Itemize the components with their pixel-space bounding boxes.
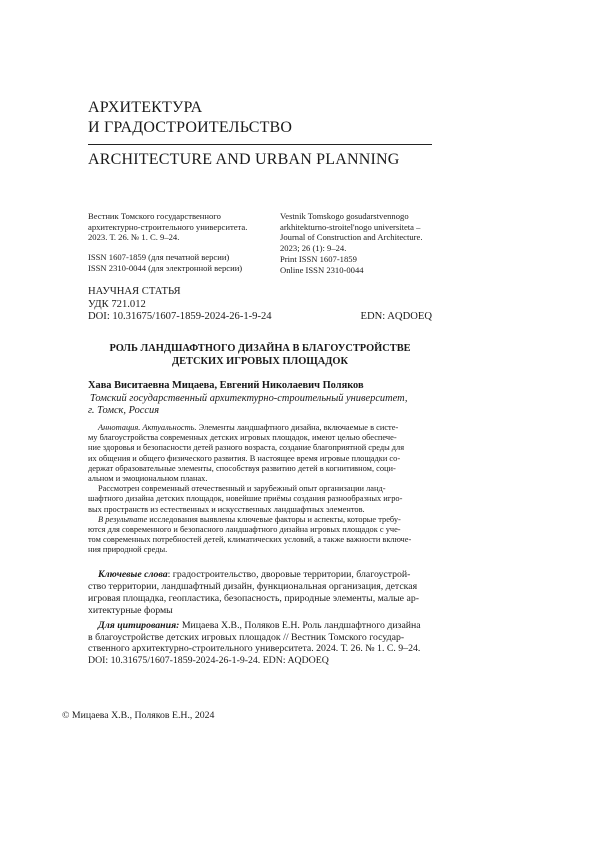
article-title-line: РОЛЬ ЛАНДШАФТНОГО ДИЗАЙНА В БЛАГОУСТРОЙСТВЕ (109, 343, 411, 354)
article-title (88, 343, 432, 368)
for-citation-line: ственного архитектурно-строительного университета. 2024. Т. 26. № 1. С. 9–24. (88, 643, 421, 655)
section-title-ru (88, 98, 292, 138)
citation-en-line: arkhitekturno-stroitel'nogo universiteta – (280, 221, 421, 232)
abstract-line: ются для современного и безопасного ландшафтного дизайна игровых площадок с уче- (88, 525, 401, 535)
citation-ru-line: 2023. Т. 26. № 1. С. 9–24. (88, 232, 180, 243)
abstract-line: их общения и общего физического развития. В настоящее время игровые площадки со- (88, 453, 401, 463)
relevance-label: Актуальность. (142, 423, 197, 432)
citation-en-line: Vestnik Tomskogo gosudarstvennogo (280, 211, 409, 221)
article-type: НАУЧНАЯ СТАТЬЯ (88, 286, 181, 297)
keywords-line: Ключевые слова: градостроительство, дворовые территории, благоустрой- (98, 569, 411, 580)
author-names: Хава Виситаевна Мицаева, Евгений Николаевич Поляков (88, 380, 364, 391)
article-meta (88, 286, 432, 324)
abstract-line: альном и эмоциональном планах. (88, 474, 208, 484)
abstract-line: Аннотация. Актуальность. Элементы ландшафтного дизайна, включаемые в систе- (98, 423, 399, 432)
keywords (88, 569, 432, 617)
abstract-line: му благоустройства современных детских игровых площадок, имеют целью обеспече- (88, 433, 397, 443)
citation-en-line: 2023; 26 (1): 9–24. (280, 243, 347, 254)
affiliation-line: Томский государственный архитектурно-строительный университет, (90, 392, 408, 404)
abstract-line: том современных потребностей детей, климатических условий, а также важности включе- (88, 535, 412, 545)
author-affiliation (88, 393, 407, 418)
for-citation-line: Для цитирования: Мицаева Х.В., Поляков Е.Н. Роль ландшафтного дизайна (98, 620, 421, 631)
section-title-en: ARCHITECTURE AND URBAN PLANNING (88, 151, 400, 168)
abstract-line: вых пространств из естественных и искусственных ландшафтных элементов. (88, 504, 365, 514)
for-citation-label: Для цитирования: (98, 620, 180, 631)
result-label: В результате (98, 514, 148, 524)
abstract-line: В результате исследования выявлены ключевые факторы и аспекты, которые требу- (98, 514, 401, 524)
section-title-ru-line-2: И ГРАДОСТРОИТЕЛЬСТВО (88, 119, 293, 136)
for-citation (88, 620, 432, 666)
abstract-line: держат образовательные элементы, способствуя развитию детей в когнитивном, соци- (88, 463, 396, 473)
keywords-line: игровая площадка, геопластика, безопасность, природные элементы, малые ар- (88, 592, 419, 604)
section-divider (88, 144, 432, 145)
abstract (88, 423, 432, 556)
article-title-line: ДЕТСКИХ ИГРОВЫХ ПЛОЩАДОК (171, 355, 349, 367)
issn-print-en: Print ISSN 1607-1859 (280, 253, 357, 264)
for-citation-line: DOI: 10.31675/1607-1859-2024-26-1-9-24. EDN: AQDOEQ (88, 654, 329, 666)
authors-block (88, 380, 407, 418)
journal-citation-ru (88, 211, 247, 274)
journal-citation-en (280, 211, 422, 275)
keywords-line: хитектурные формы (88, 604, 173, 616)
keywords-line: ство территории, ландшафтный дизайн, функциональная организация, детская (88, 580, 418, 592)
citation-ru-line: Вестник Томского государственного (88, 211, 221, 221)
copyright-notice: © Мицаева Х.В., Поляков Е.Н., 2024 (62, 710, 215, 721)
keywords-label: Ключевые слова (98, 569, 168, 580)
edn-code: EDN: AQDOEQ (360, 311, 432, 323)
issn-online-ru: ISSN 2310-0044 (для электронной версии) (88, 262, 243, 273)
affiliation-line: г. Томск, Россия (88, 405, 160, 417)
citation-en-line: Journal of Construction and Architecture. (280, 232, 423, 243)
abstract-line: ния природной среды. (88, 545, 168, 555)
issn-online-en: Online ISSN 2310-0044 (280, 264, 364, 275)
section-title-ru-line-1: АРХИТЕКТУРА (88, 99, 203, 116)
citation-ru-line: архитектурно-строительного университета. (88, 221, 248, 232)
udk-code: УДК 721.012 (88, 298, 146, 310)
abstract-line: шафтного дизайна детских площадок, новейшие приёмы создания разнообразных игро- (88, 494, 403, 504)
issn-print-ru: ISSN 1607-1859 (для печатной версии) (88, 252, 230, 263)
abstract-line: Рассмотрен современный отечественный и зарубежный опыт организации ланд- (98, 484, 386, 494)
abstract-label: Аннотация. (98, 423, 141, 432)
for-citation-line: в благоустройстве детских игровых площадок // Вестник Томского государ- (88, 631, 405, 643)
abstract-line: ние здоровья и безопасности детей разного возраста, создание благоприятной среды для (88, 443, 405, 453)
doi-link[interactable]: DOI: 10.31675/1607-1859-2024-26-1-9-24 (88, 311, 272, 323)
